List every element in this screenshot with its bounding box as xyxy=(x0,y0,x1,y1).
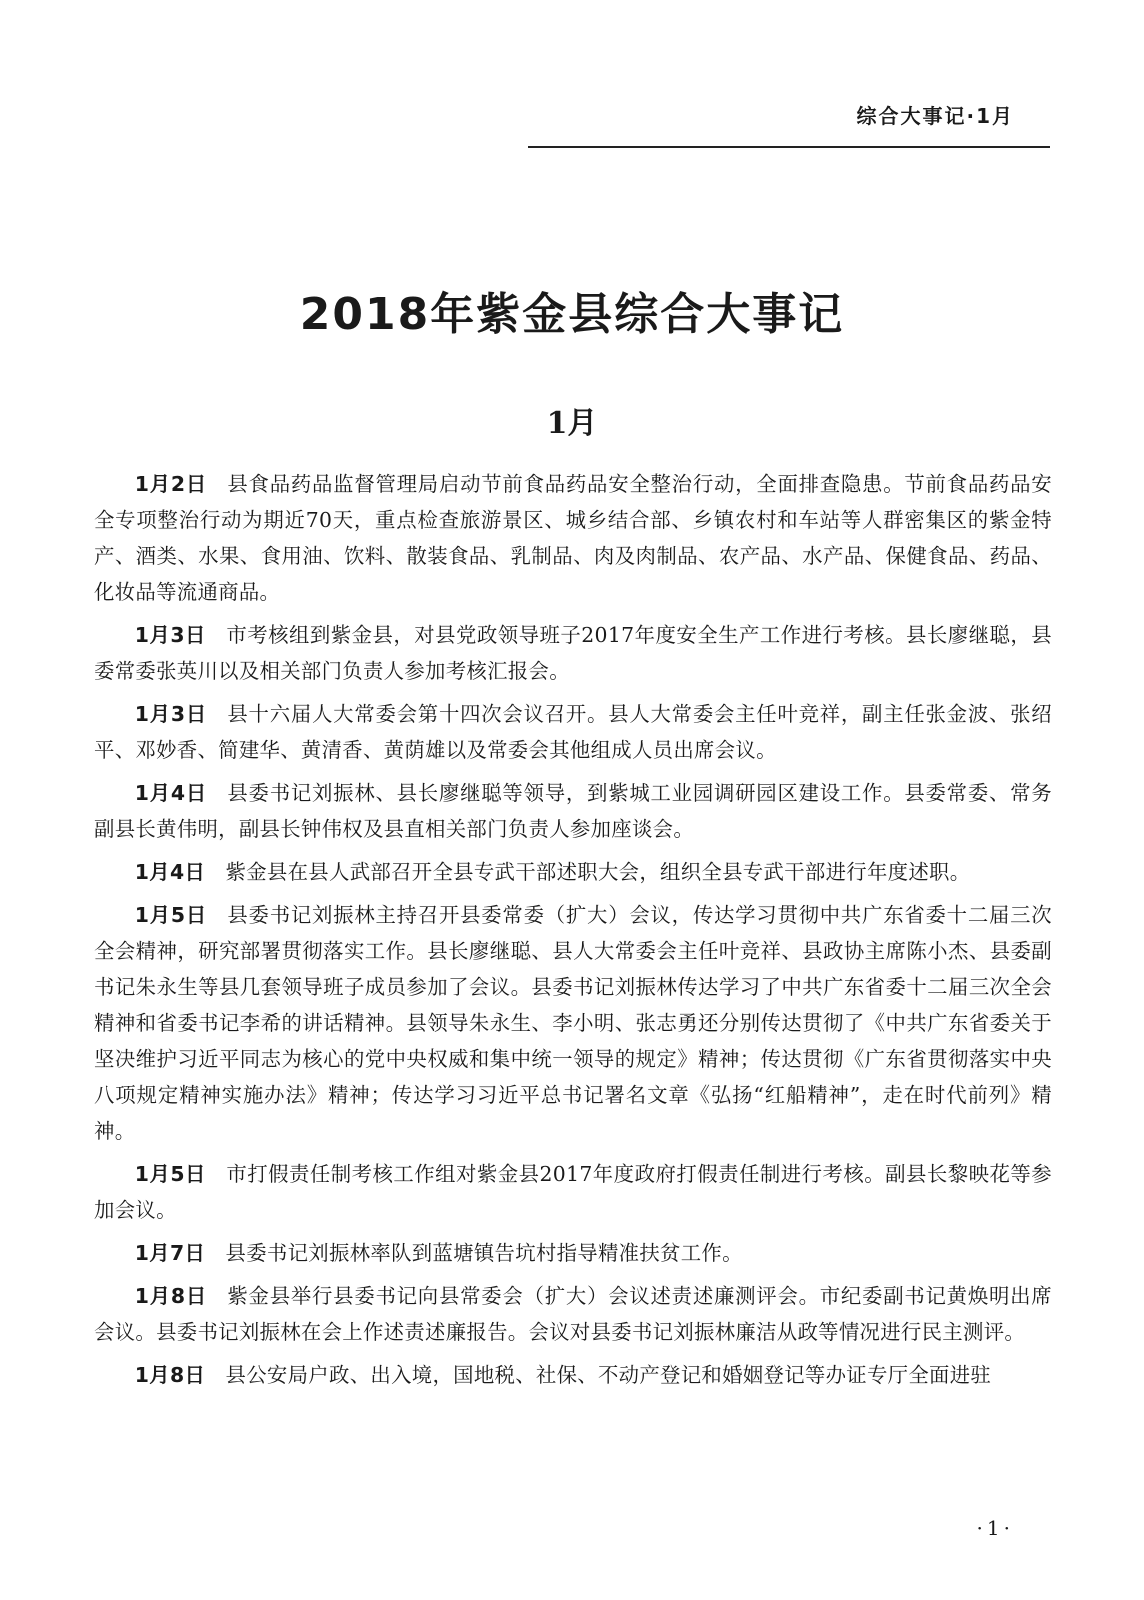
entry-list xyxy=(94,466,1052,1400)
entry-text: 县委书记刘振林率队到蓝塘镇告坑村指导精准扶贫工作。 xyxy=(225,1241,743,1265)
entry xyxy=(94,775,1052,847)
entry-text: 县公安局户政、出入境，国地税、社保、不动产登记和婚姻登记等办证专厅全面进驻 xyxy=(225,1363,992,1387)
entry-date: 1月3日 xyxy=(134,623,206,647)
entry xyxy=(94,1278,1052,1350)
entry xyxy=(94,466,1052,610)
entry-date: 1月8日 xyxy=(134,1363,206,1387)
page-title: 2018年紫金县综合大事记 xyxy=(299,289,845,340)
entry-text: 县委书记刘振林主持召开县委常委（扩大）会议，传达学习贯彻中共广东省委十二届三次全会精神，研究部署贯彻落实工作。县长廖继聪、县人大常委会主任叶竞祥、县政协主席陈小杰、县委副书记朱永生等县几套领导班子成员参加了会议。县委书记刘振林传达学习了中共广东省委十二届三次全会精神和省委书记李希的讲话精神。县领导朱永生、李小明、张志勇还分别传达贯彻了《中共广东省委关于坚决维护习近平同志为核心的党中央权威和集中统一领导的规定》精神；传达贯彻《广东省贯彻落实中央八项规定精神实施办法》精神；传达学习习近平总书记署名文章《弘扬“红船精神”，走在时代前列》精神。 xyxy=(94,903,1052,1143)
month-heading: 1月 xyxy=(546,406,598,441)
entry-text: 县委书记刘振林、县长廖继聪等领导，到紫城工业园调研园区建设工作。县委常委、常务副县长黄伟明，副县长钟伟权及县直相关部门负责人参加座谈会。 xyxy=(94,781,1052,841)
entry-date: 1月8日 xyxy=(134,1284,208,1308)
entry-text: 县十六届人大常委会第十四次会议召开。县人大常委会主任叶竞祥，副主任张金波、张绍平、邓妙香、简建华、黄清香、黄荫雄以及常委会其他组成人员出席会议。 xyxy=(94,702,1052,762)
entry xyxy=(94,696,1052,768)
running-head: 综合大事记·1月 xyxy=(856,104,1014,128)
header-rule xyxy=(528,146,1050,148)
entry xyxy=(94,1235,1052,1271)
entry-date: 1月5日 xyxy=(134,1162,206,1186)
entry-date: 1月5日 xyxy=(134,903,208,927)
entry xyxy=(94,1156,1052,1228)
entry-text: 市考核组到紫金县，对县党政领导班子2017年度安全生产工作进行考核。县长廖继聪，县委常委张英川以及相关部门负责人参加考核汇报会。 xyxy=(94,623,1052,683)
entry xyxy=(94,854,1052,890)
entry-date: 1月2日 xyxy=(134,472,208,496)
entry xyxy=(94,617,1052,689)
entry-date: 1月3日 xyxy=(134,702,208,726)
page-number: ·1· xyxy=(976,1516,1014,1540)
entry xyxy=(94,1357,1052,1393)
entry-text: 紫金县在县人武部召开全县专武干部述职大会，组织全县专武干部进行年度述职。 xyxy=(225,860,971,884)
entry-text: 紫金县举行县委书记向县常委会（扩大）会议述责述廉测评会。市纪委副书记黄焕明出席会议。县委书记刘振林在会上作述责述廉报告。会议对县委书记刘振林廉洁从政等情况进行民主测评。 xyxy=(94,1284,1052,1344)
entry-text: 县食品药品监督管理局启动节前食品药品安全整治行动，全面排查隐患。节前食品药品安全专项整治行动为期近70天，重点检查旅游景区、城乡结合部、乡镇农村和车站等人群密集区的紫金特产、酒类、水果、食用油、饮料、散装食品、乳制品、肉及肉制品、农产品、水产品、保健食品、药品、化妆品等流通商品。 xyxy=(94,472,1052,604)
entry-text: 市打假责任制考核工作组对紫金县2017年度政府打假责任制进行考核。副县长黎映花等参加会议。 xyxy=(94,1162,1052,1222)
entry-date: 1月4日 xyxy=(134,781,208,805)
entry xyxy=(94,897,1052,1149)
entry-date: 1月7日 xyxy=(134,1241,206,1265)
entry-date: 1月4日 xyxy=(134,860,206,884)
